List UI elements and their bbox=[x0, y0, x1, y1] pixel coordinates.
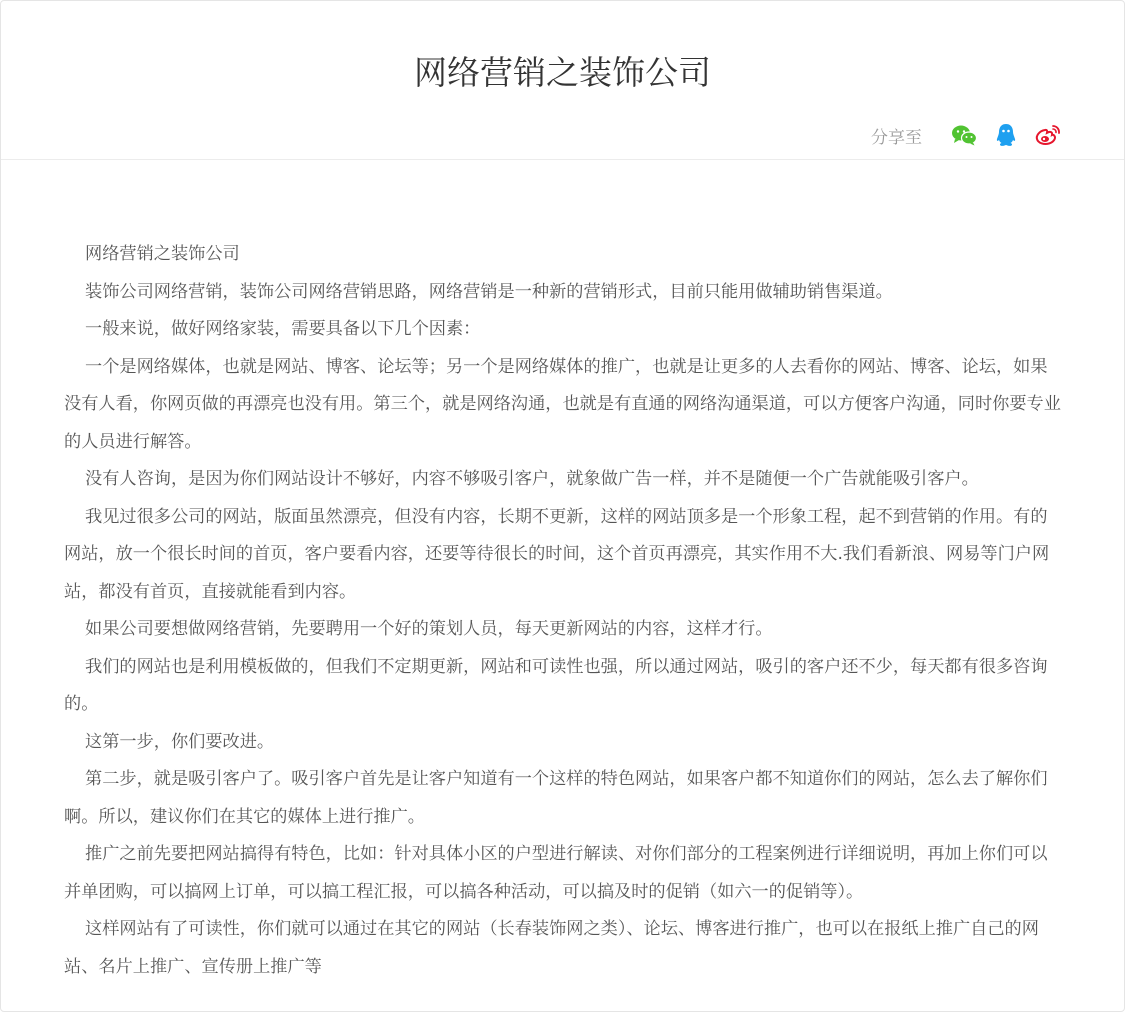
article-body bbox=[64, 236, 1064, 986]
paragraph: 网络营销之装饰公司 bbox=[85, 244, 240, 264]
paragraph: 推广之前先要把网站搞得有特色，比如：针对具体小区的户型进行解读、对你们部分的工程案例进行详细说明，再加上你们可以并单团购，可以搞网上订单，可以搞工程汇报，可以搞各种活动，可以搞及时的促销（如六一的促销等）。 bbox=[64, 844, 1048, 902]
paragraph: 装饰公司网络营销，装饰公司网络营销思路，网络营销是一种新的营销形式，目前只能用做辅助销售渠道。 bbox=[85, 281, 893, 302]
page-title: 网络营销之装饰公司 bbox=[414, 53, 711, 92]
paragraph: 我见过很多公司的网站，版面虽然漂亮，但没有内容，长期不更新，这样的网站顶多是一个形象工程，起不到营销的作用。有的网站，放一个很长时间的首页，客户要看内容，还要等待很长的时间，这个首页再漂亮，其实作用不大.我们看新浪、网易等门户网站，都没有首页，直接就能看到内容。 bbox=[64, 506, 1050, 602]
share-bar bbox=[871, 119, 1062, 151]
qq-icon[interactable] bbox=[992, 121, 1020, 149]
paragraph: 这样网站有了可读性，你们就可以通过在其它的网站（长春装饰网之类）、论坛、博客进行推广，也可以在报纸上推广自己的网站、名片上推广、宣传册上推广等 bbox=[64, 919, 1039, 977]
share-label: 分享至 bbox=[871, 127, 922, 148]
paragraph: 我们的网站也是利用模板做的，但我们不定期更新，网站和可读性也强，所以通过网站，吸引的客户还不少，每天都有很多咨询的。 bbox=[64, 656, 1048, 714]
paragraph: 一个是网络媒体，也就是网站、博客、论坛等；另一个是网络媒体的推广，也就是让更多的人去看你的网站、博客、论坛，如果没有人看，你网页做的再漂亮也没有用。第三个，就是网络沟通，也就是有直通的网络沟通渠道，可以方便客户沟通，同时你要专业的人员进行解答。 bbox=[64, 356, 1061, 452]
wechat-icon[interactable] bbox=[950, 121, 978, 149]
paragraph: 这第一步，你们要改进。 bbox=[85, 731, 275, 752]
paragraph: 如果公司要想做网络营销，先要聘用一个好的策划人员，每天更新网站的内容，这样才行。 bbox=[85, 619, 773, 639]
article-header bbox=[1, 1, 1124, 160]
paragraph: 没有人咨询，是因为你们网站设计不够好，内容不够吸引客户，就象做广告一样，并不是随便一个广告就能吸引客户。 bbox=[85, 469, 979, 489]
weibo-icon[interactable] bbox=[1034, 121, 1062, 149]
paragraph: 第二步，就是吸引客户了。吸引客户首先是让客户知道有一个这样的特色网站，如果客户都不知道你们的网站，怎么去了解你们啊。所以，建议你们在其它的媒体上进行推广。 bbox=[64, 769, 1048, 827]
paragraph: 一般来说，做好网络家装，需要具备以下几个因素： bbox=[85, 319, 481, 339]
